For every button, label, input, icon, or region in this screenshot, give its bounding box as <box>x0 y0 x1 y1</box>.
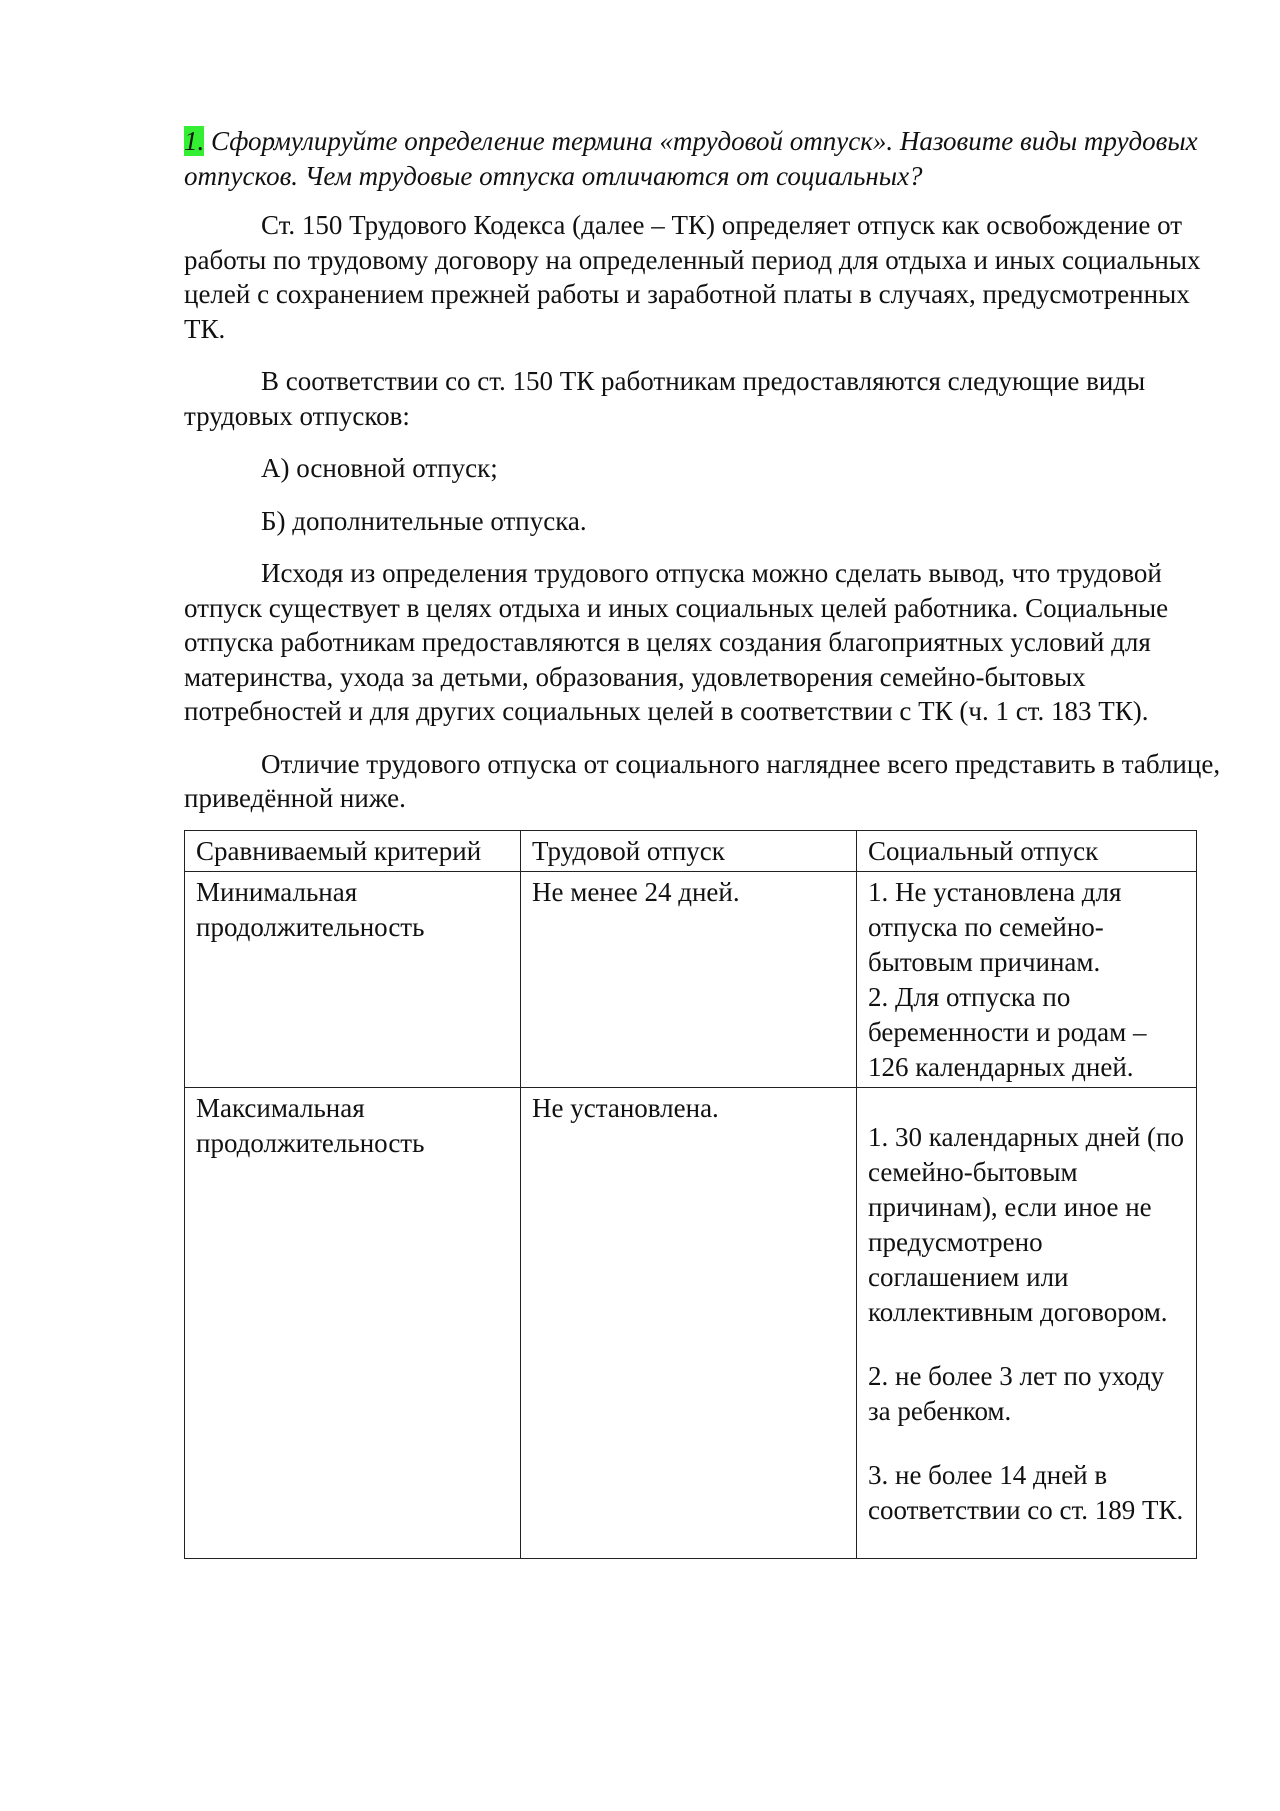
question-number: 1. <box>184 126 205 156</box>
table-header-row <box>185 830 1197 871</box>
cell-social-leave <box>857 871 1197 1087</box>
question-text: Сформулируйте определение термина «трудовой отпуск». Назовите виды трудовых отпусков. Чем трудовые отпуска отличаются от социальных? <box>184 126 1198 191</box>
social-item: 1. Не установлена для отпуска по семейно-бытовым причинам. <box>868 876 1122 977</box>
paragraph-conclusion: Исходя из определения трудового отпуска можно сделать вывод, что трудовой отпуск существует в целях отдыха и иных социальных целей работника. Социальные отпуска работникам предоставляются в целях создания благоприятных условий для материнства, ухода за детьми, образования, удовлетворения семейно-бытовых потребностей и для других социальных целей в соответствии с ТК (ч. 1 ст. 183 ТК). <box>184 558 1169 726</box>
cell-labor-leave: Не менее 24 дней. <box>521 871 857 1087</box>
paragraph-table-intro: Отличие трудового отпуска от социального нагляднее всего представить в таблице, приведённой ниже. <box>184 748 1221 813</box>
social-item: 2. Для отпуска по беременности и родам – 126 календарных дней. <box>868 981 1147 1082</box>
header-criterion: Сравниваемый критерий <box>185 830 521 871</box>
header-labor-leave: Трудовой отпуск <box>521 830 857 871</box>
header-social-leave: Социальный отпуск <box>857 830 1197 871</box>
list-item-additional-leave: Б) дополнительные отпуска. <box>261 505 587 536</box>
cell-social-leave <box>857 1087 1197 1558</box>
table-row <box>185 1087 1197 1558</box>
document-page <box>184 124 1232 1559</box>
list-item-main-leave: А) основной отпуск; <box>261 453 498 483</box>
social-item: 2. не более 3 лет по уходу за ребенком. <box>868 1360 1165 1426</box>
question-heading <box>184 124 1232 194</box>
social-item: 1. 30 календарных дней (по семейно-бытовым причинам), если иное не предусмотрено соглашением или коллективным договором. <box>868 1121 1184 1327</box>
paragraph-definition: Ст. 150 Трудового Кодекса (далее – ТК) определяет отпуск как освобождение от работы по трудовому договору на определенный период для отдыха и иных социальных целей с сохранением прежней работы и заработной платы в случаях, предусмотренных ТК. <box>184 210 1201 344</box>
cell-criterion: Минимальная продолжительность <box>185 871 521 1087</box>
comparison-table <box>184 830 1197 1559</box>
cell-criterion: Максимальная продолжительность <box>185 1087 521 1558</box>
table-row <box>185 871 1197 1087</box>
cell-labor-leave: Не установлена. <box>521 1087 857 1558</box>
social-item: 3. не более 14 дней в соответствии со ст. 189 ТК. <box>868 1459 1184 1525</box>
paragraph-types-intro: В соответствии со ст. 150 ТК работникам предоставляются следующие виды трудовых отпусков: <box>184 366 1146 431</box>
